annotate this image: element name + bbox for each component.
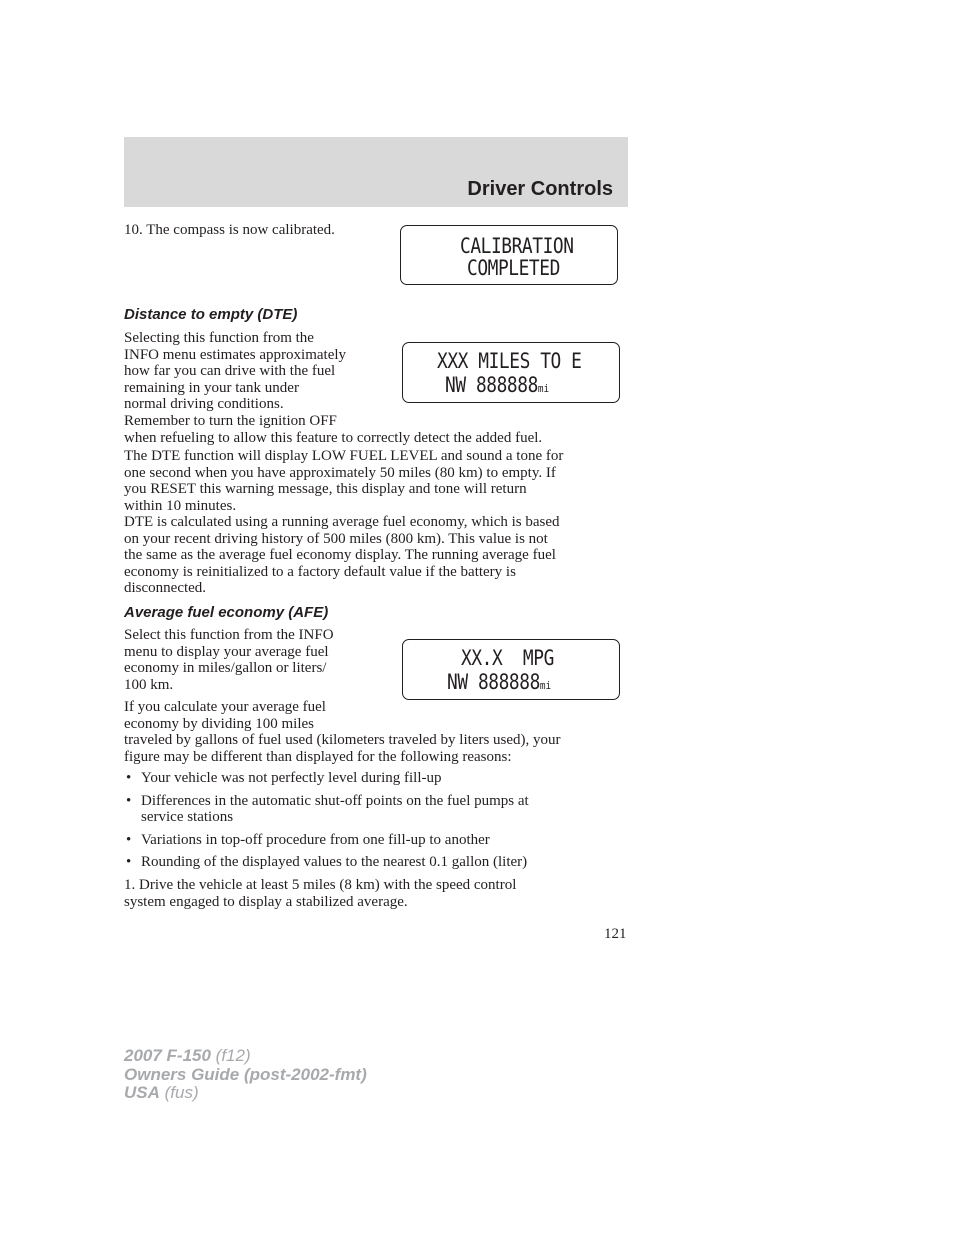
text-line: 100 km. bbox=[124, 676, 174, 693]
display-line-1: CALIBRATION bbox=[460, 234, 574, 258]
text-line: Selecting this function from the bbox=[124, 330, 314, 346]
text-line: menu to display your average fuel bbox=[124, 643, 329, 660]
text-line: remaining in your tank under bbox=[124, 379, 299, 396]
dte-paragraph-3 bbox=[124, 514, 560, 597]
text-line: on your recent driving history of 500 miles (800 km). This value is not bbox=[124, 530, 548, 547]
afe-heading: Average fuel economy (AFE) bbox=[124, 604, 329, 621]
text-line: system engaged to display a stabilized average. bbox=[124, 893, 408, 910]
dte-display bbox=[402, 342, 620, 403]
footer-line-2 bbox=[124, 1066, 367, 1085]
display-line-1: XX.X MPG bbox=[461, 646, 554, 670]
dte-heading: Distance to empty (DTE) bbox=[124, 306, 298, 323]
step-10-text: 10. The compass is now calibrated. bbox=[124, 222, 335, 238]
text-line: Differences in the automatic shut-off points on the fuel pumps at bbox=[141, 792, 529, 809]
list-item: • Rounding of the displayed values to the nearest 0.1 gallon (liter) bbox=[124, 854, 621, 871]
text-line: economy is reinitialized to a factory default value if the battery is bbox=[124, 563, 516, 580]
list-item: • Variations in top-off procedure from one fill-up to another bbox=[124, 832, 621, 849]
text-line: DTE is calculated using a running average fuel economy, which is based bbox=[124, 514, 560, 530]
text-line: normal driving conditions. bbox=[124, 396, 284, 413]
text-line: service stations bbox=[141, 809, 234, 826]
text-line: when refueling to allow this feature to correctly detect the added fuel. bbox=[124, 429, 543, 446]
page-number: 121 bbox=[604, 926, 627, 942]
afe-paragraph-1 bbox=[124, 627, 334, 693]
section-title: Driver Controls bbox=[467, 178, 613, 200]
text-line: Select this function from the INFO bbox=[124, 627, 334, 643]
text-line: economy in miles/gallon or liters/ bbox=[124, 660, 327, 677]
footer-model: 2007 F-150 bbox=[124, 1046, 211, 1065]
display-line-1: XXX MILES TO E bbox=[437, 349, 582, 373]
display-line-2: COMPLETED bbox=[467, 256, 560, 280]
footer-line-3 bbox=[124, 1084, 367, 1103]
document-footer bbox=[124, 1047, 367, 1103]
dte-paragraph-2 bbox=[124, 448, 563, 514]
text-line: disconnected. bbox=[124, 580, 207, 597]
footer-market-code: (fus) bbox=[159, 1083, 199, 1102]
text-line: Remember to turn the ignition OFF bbox=[124, 412, 337, 429]
footer-model-code: (f12) bbox=[210, 1046, 251, 1065]
text-line: economy by dividing 100 miles bbox=[124, 715, 314, 732]
reasons-list bbox=[124, 770, 621, 877]
footer-guide: Owners Guide (post-2002-fmt) bbox=[124, 1064, 367, 1084]
text-line: how far you can drive with the fuel bbox=[124, 363, 336, 380]
display-line-2 bbox=[445, 373, 549, 397]
list-item: • Differences in the automatic shut-off points on the fuel pumps at service stations bbox=[124, 793, 621, 826]
text-line: figure may be different than displayed for the following reasons: bbox=[124, 748, 512, 765]
text-line: Rounding of the displayed values to the nearest 0.1 gallon (liter) bbox=[141, 854, 528, 871]
footer-line-1 bbox=[124, 1047, 367, 1066]
odometer-value: NW 888888 bbox=[447, 670, 540, 694]
odometer-value: NW 888888 bbox=[445, 373, 538, 397]
footer-market: USA bbox=[124, 1083, 160, 1102]
unit-label: mi bbox=[539, 679, 552, 692]
section-header-band bbox=[124, 137, 628, 207]
afe-paragraph-2 bbox=[124, 699, 561, 765]
afe-step-1 bbox=[124, 877, 516, 910]
unit-label: mi bbox=[537, 382, 550, 395]
text-line: If you calculate your average fuel bbox=[124, 699, 326, 715]
text-line: Your vehicle was not perfectly level during fill-up bbox=[141, 770, 442, 786]
text-line: one second when you have approximately 50 miles (80 km) to empty. If bbox=[124, 464, 556, 481]
text-line: traveled by gallons of fuel used (kilometers traveled by liters used), your bbox=[124, 732, 561, 749]
afe-display bbox=[402, 639, 620, 700]
text-line: The DTE function will display LOW FUEL LEVEL and sound a tone for bbox=[124, 448, 564, 464]
text-line: within 10 minutes. bbox=[124, 497, 237, 514]
text-line: Variations in top-off procedure from one fill-up to another bbox=[141, 831, 490, 848]
calibration-completed-display bbox=[400, 225, 618, 285]
display-line-2 bbox=[447, 670, 551, 694]
list-item: • Your vehicle was not perfectly level during fill-up bbox=[124, 770, 621, 787]
text-line: the same as the average fuel economy display. The running average fuel bbox=[124, 547, 556, 564]
text-line: 1. Drive the vehicle at least 5 miles (8 km) with the speed control bbox=[124, 877, 517, 893]
text-line: INFO menu estimates approximately bbox=[124, 346, 347, 363]
text-line: you RESET this warning message, this display and tone will return bbox=[124, 481, 527, 498]
